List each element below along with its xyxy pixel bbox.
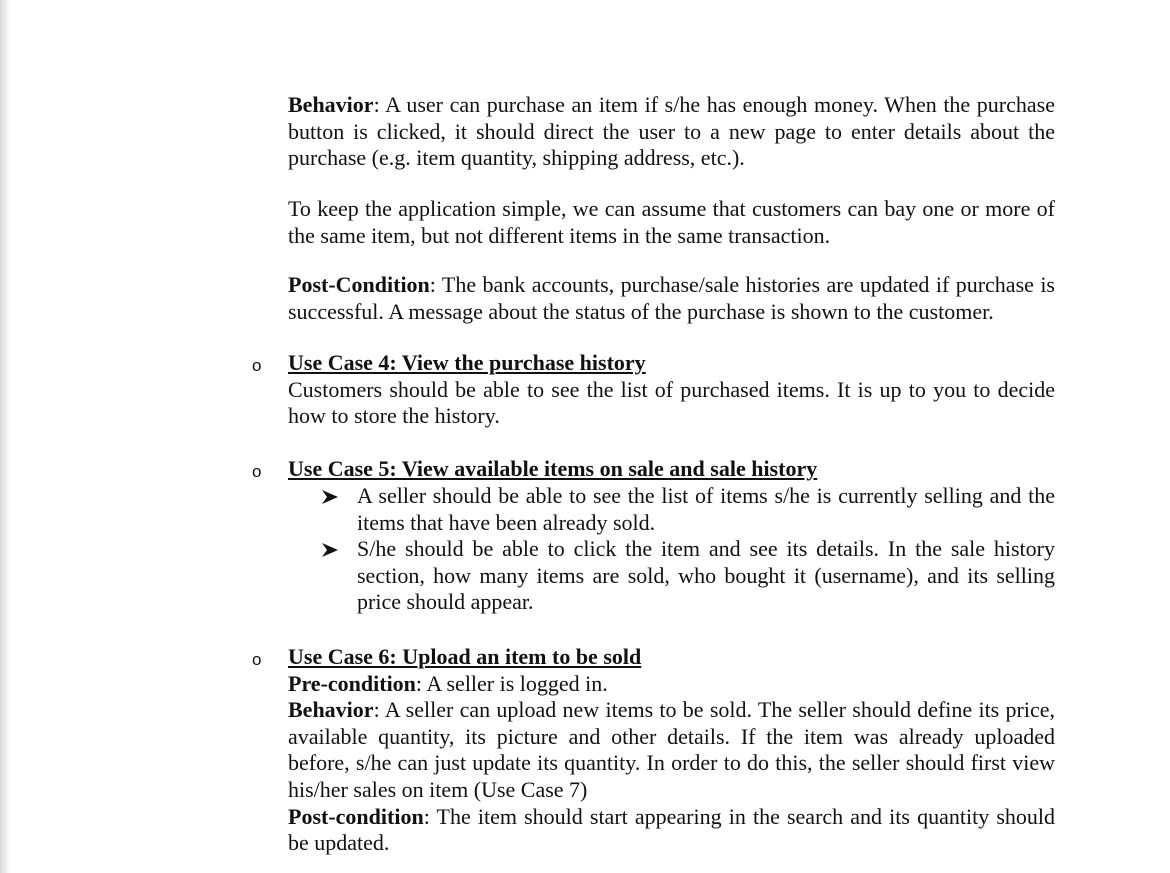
uc5-item: S/he should be able to click the item and see its details. In the sale history section, how many items are sold, who bought it (username), and its selling price should appear. (357, 536, 1055, 615)
arrow-bullet-icon (321, 542, 339, 558)
uc6-pre-label: Pre-condition (288, 670, 416, 696)
uc6-section (288, 644, 1055, 857)
uc6-bullet: o (252, 650, 262, 669)
uc3-post-label: Post-Condition (288, 272, 430, 297)
arrow-bullet-icon (321, 489, 339, 505)
uc4-bullet: o (252, 356, 262, 375)
uc3-note-text: To keep the application simple, we can assume that customers can bay one or more of the same item, but not different items in the same transaction. (288, 196, 1055, 248)
uc6-pre-text: : A seller is logged in. (415, 670, 608, 696)
uc6-title: Use Case 6: Upload an item to be sold (288, 644, 642, 669)
uc3-post-text: : The bank accounts, purchase/sale histories are updated if purchase is successful. A message about the status of the purchase is shown to the customer. (288, 272, 1055, 324)
uc6-post-label: Post-condition (288, 803, 424, 829)
uc3-behavior-label: Behavior (288, 92, 374, 117)
uc3-behavior-text: : A user can purchase an item if s/he has enough money. When the purchase button is clicked, it should direct the user to a new page to enter details about the purchase (e.g. item quantity, shipping address, etc.). (288, 92, 1055, 171)
uc3-note-paragraph (288, 196, 1055, 249)
uc5-section (288, 456, 1055, 483)
uc3-behavior-paragraph (288, 92, 1055, 172)
uc4-body: Customers should be able to see the list of purchased items. It is up to you to decide how to store the history. (288, 376, 1055, 429)
uc5-title: Use Case 5: View available items on sale and sale history (288, 456, 818, 481)
uc5-bullet: o (252, 462, 262, 481)
uc4-title: Use Case 4: View the purchase history (288, 350, 646, 375)
uc6-behavior-text: : A seller can upload new items to be sold. The seller should define its price, available quantity, its picture and other details. If the item was already uploaded before, s/he can just update its quantity. In order to do this, the seller should first view his/her sales on item (Use Case 7) (288, 697, 1055, 802)
uc5-item: A seller should be able to see the list of items s/he is currently selling and the items that have been already sold. (357, 483, 1055, 535)
uc3-post-paragraph (288, 272, 1055, 325)
uc4-section (288, 350, 1055, 430)
uc6-post-text: : The item should start appearing in the search and its quantity should be updated. (288, 803, 1055, 856)
uc6-behavior-label: Behavior (288, 697, 374, 723)
